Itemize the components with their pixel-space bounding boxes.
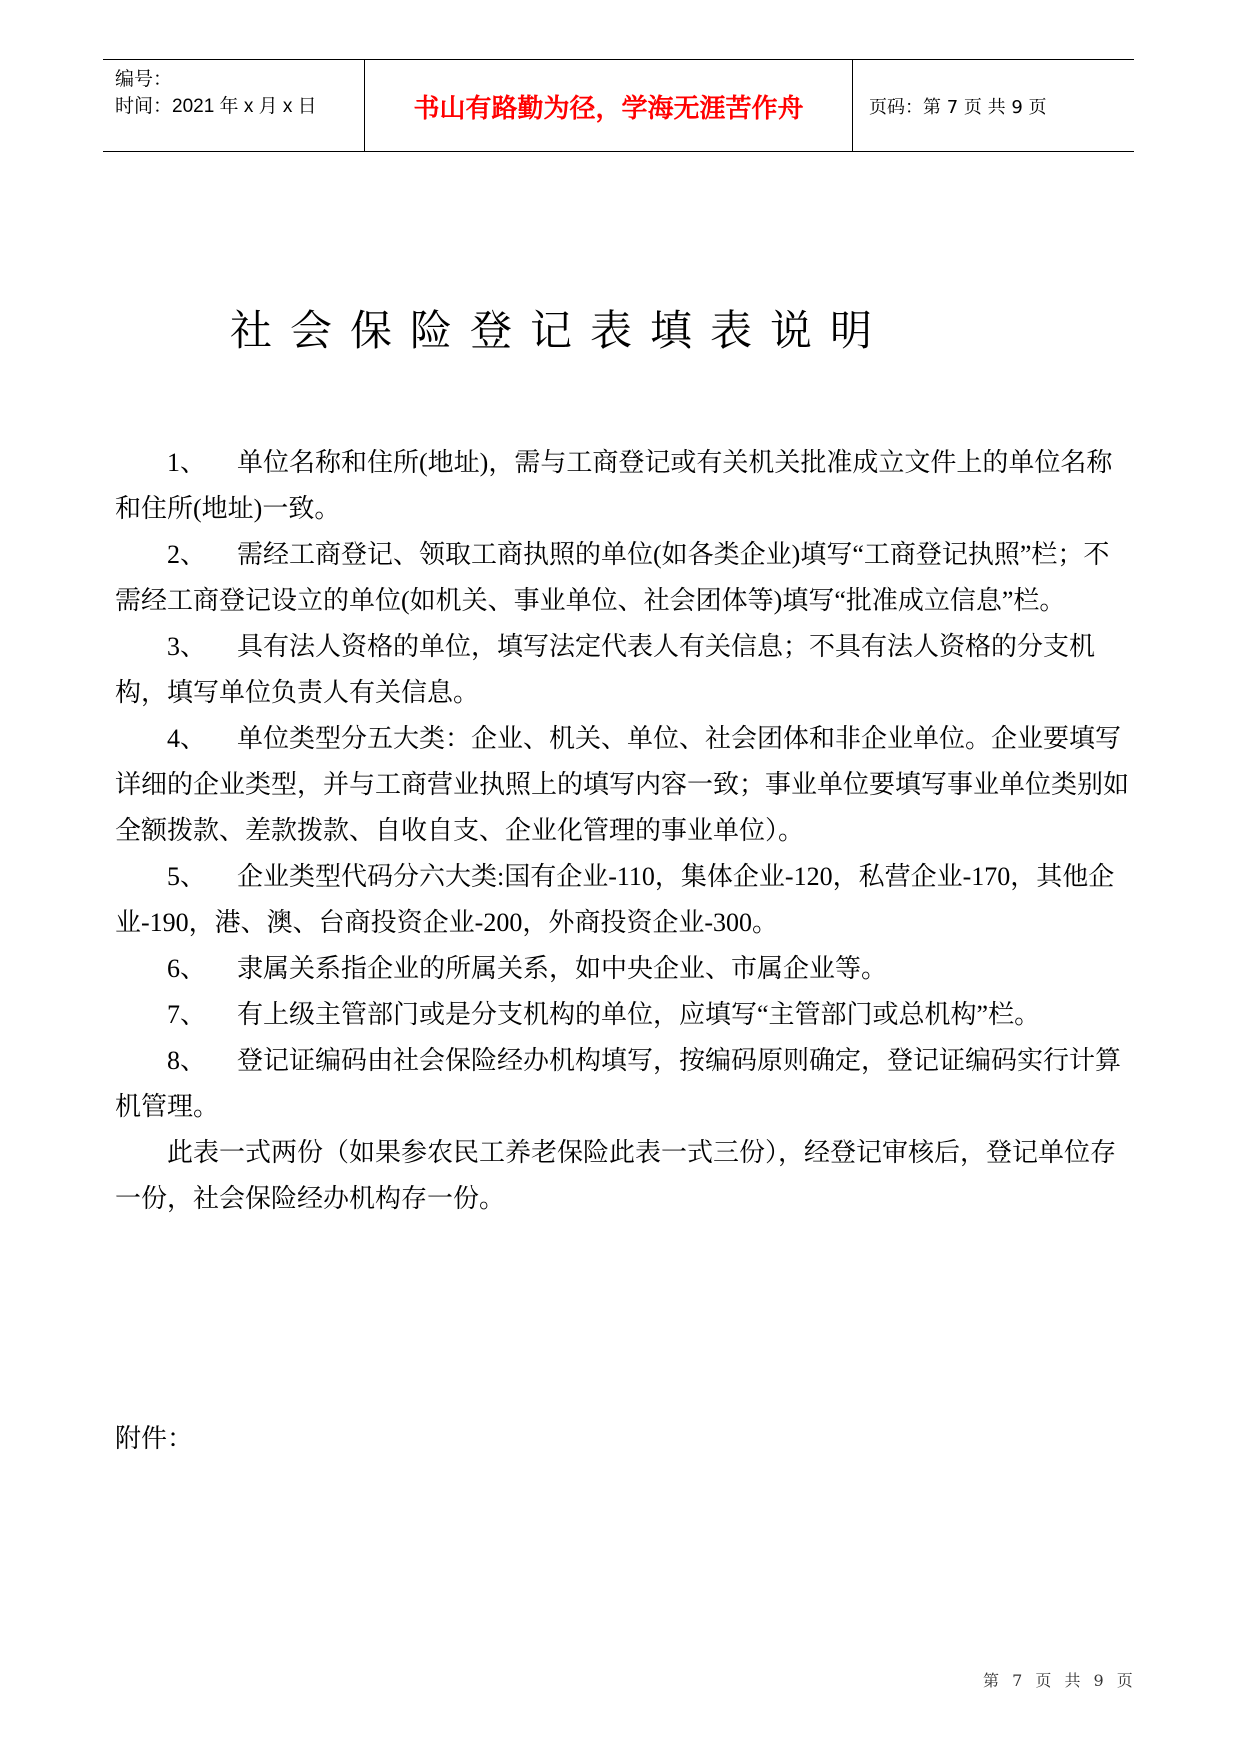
item-text: 登记证编码由社会保险经办机构填写，按编码原则确定，登记证编码实行计算机管理。 xyxy=(115,1046,1122,1121)
instructions-body xyxy=(115,440,1135,1222)
motto: 书山有路勤为径，学海无涯苦作舟 xyxy=(413,94,804,124)
instruction-item xyxy=(115,992,1135,1038)
instruction-item xyxy=(115,532,1135,624)
item-text: 隶属关系指企业的所属关系，如中央企业、市属企业等。 xyxy=(237,954,888,983)
page-header xyxy=(103,59,1134,152)
instruction-item xyxy=(115,716,1135,854)
instruction-item xyxy=(115,624,1135,716)
date-label: 时间：2021 年 x 月 x 日 xyxy=(115,96,317,117)
item-number: 7、 xyxy=(167,1000,207,1029)
page-footer: 第 7 页 共 9 页 xyxy=(983,1671,1135,1690)
closing-paragraph: 此表一式两份（如果参农民工养老保险此表一式三份），经登记审核后，登记单位存一份，社会保险经办机构存一份。 xyxy=(115,1138,1117,1213)
item-number: 4、 xyxy=(167,724,207,753)
document-title: 社会保险登记表填表说明 xyxy=(230,306,891,355)
item-number: 1、 xyxy=(167,448,207,477)
instruction-item xyxy=(115,440,1135,532)
header-info-cell xyxy=(103,60,365,151)
item-number: 6、 xyxy=(167,954,207,983)
item-text: 企业类型代码分六大类:国有企业-110，集体企业-120，私营企业-170，其他企业-190，港、澳、台商投资企业-200，外商投资企业-300。 xyxy=(115,862,1115,937)
attachment-label: 附件： xyxy=(115,1424,194,1454)
item-text: 需经工商登记、领取工商执照的单位(如各类企业)填写“工商登记执照”栏；不需经工商登记设立的单位(如机关、事业单位、社会团体等)填写“批准成立信息”栏。 xyxy=(115,540,1110,615)
instruction-item xyxy=(115,946,1135,992)
item-number: 3、 xyxy=(167,632,207,661)
item-number: 2、 xyxy=(167,540,207,569)
header-motto-cell xyxy=(365,60,853,151)
item-number: 5、 xyxy=(167,862,207,891)
item-text: 单位类型分五大类：企业、机关、单位、社会团体和非企业单位。企业要填写详细的企业类型，并与工商营业执照上的填写内容一致；事业单位要填写事业单位类别如全额拨款、差款拨款、自收自支、企业化管理的事业单位）。 xyxy=(115,724,1130,845)
serial-label: 编号： xyxy=(115,69,173,90)
item-number: 8、 xyxy=(167,1046,207,1075)
item-text: 有上级主管部门或是分支机构的单位，应填写“主管部门或总机构”栏。 xyxy=(237,1000,1041,1029)
item-text: 具有法人资格的单位，填写法定代表人有关信息；不具有法人资格的分支机构，填写单位负责人有关信息。 xyxy=(115,632,1096,707)
instruction-item xyxy=(115,1038,1135,1130)
instruction-item xyxy=(115,854,1135,946)
header-page-cell xyxy=(853,60,1134,151)
page-code: 页码：第 7 页 共 9 页 xyxy=(869,97,1047,118)
item-text: 单位名称和住所(地址)，需与工商登记或有关机关批准成立文件上的单位名称和住所(地址)一致。 xyxy=(115,448,1113,523)
